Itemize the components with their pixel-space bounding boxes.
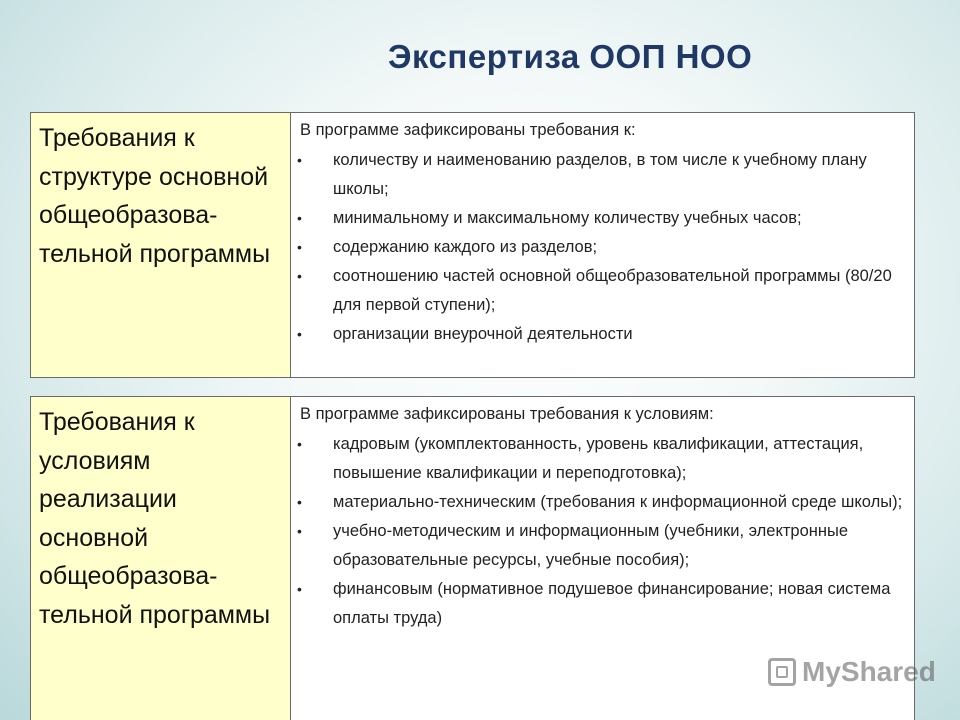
list-item: • содержанию каждого из разделов; <box>297 233 908 262</box>
list-item: • количеству и наименованию разделов, в том числе к учебному плану школы; <box>297 146 908 204</box>
requirements-list <box>297 146 908 349</box>
row-heading-cell <box>31 397 291 720</box>
requirements-list <box>297 430 908 633</box>
watermark-text: MyShared <box>802 656 936 687</box>
bullet-dot-icon: • <box>297 239 302 255</box>
bullet-dot-icon: • <box>297 268 302 284</box>
list-item: • кадровым (укомплектованность, уровень квалификации, аттестация, повышение квалификации и переподготовка); <box>297 430 908 488</box>
bullet-dot-icon: • <box>297 436 302 452</box>
row-heading: Требования к структуре основной общеобразова-тельной программы <box>39 124 271 268</box>
bullet-dot-icon: • <box>297 152 302 168</box>
list-item: • материально-техническим (требования к информационной среде школы); <box>297 488 908 517</box>
page-title: Экспертиза ООП НОО <box>388 38 753 75</box>
bullet-dot-icon: • <box>297 523 302 539</box>
list-item: • финансовым (нормативное подушевое финансирование; новая система оплаты труда) <box>297 575 908 633</box>
row-intro: В программе зафиксированы требования к условиям: <box>300 405 714 423</box>
bullet-dot-icon: • <box>297 210 302 226</box>
watermark <box>768 656 936 688</box>
row-intro: В программе зафиксированы требования к: <box>300 121 636 139</box>
bullet-dot-icon: • <box>297 581 302 597</box>
myshared-logo-icon <box>768 658 796 686</box>
list-item: • минимальному и максимальному количеству учебных часов; <box>297 204 908 233</box>
list-item: • соотношению частей основной общеобразовательной программы (80/20 для первой ступени); <box>297 262 908 320</box>
row-heading-cell <box>31 113 291 377</box>
row-content-cell <box>291 113 914 377</box>
requirements-structure-row <box>30 112 915 378</box>
bullet-dot-icon: • <box>297 326 302 342</box>
bullet-dot-icon: • <box>297 494 302 510</box>
list-item: • учебно-методическим и информационным (учебники, электронные образовательные ресурсы, учебные пособия); <box>297 517 908 575</box>
row-heading: Требования к условиям реализации основной общеобразова-тельной программы <box>39 408 271 629</box>
list-item: • организации внеурочной деятельности <box>297 320 908 349</box>
